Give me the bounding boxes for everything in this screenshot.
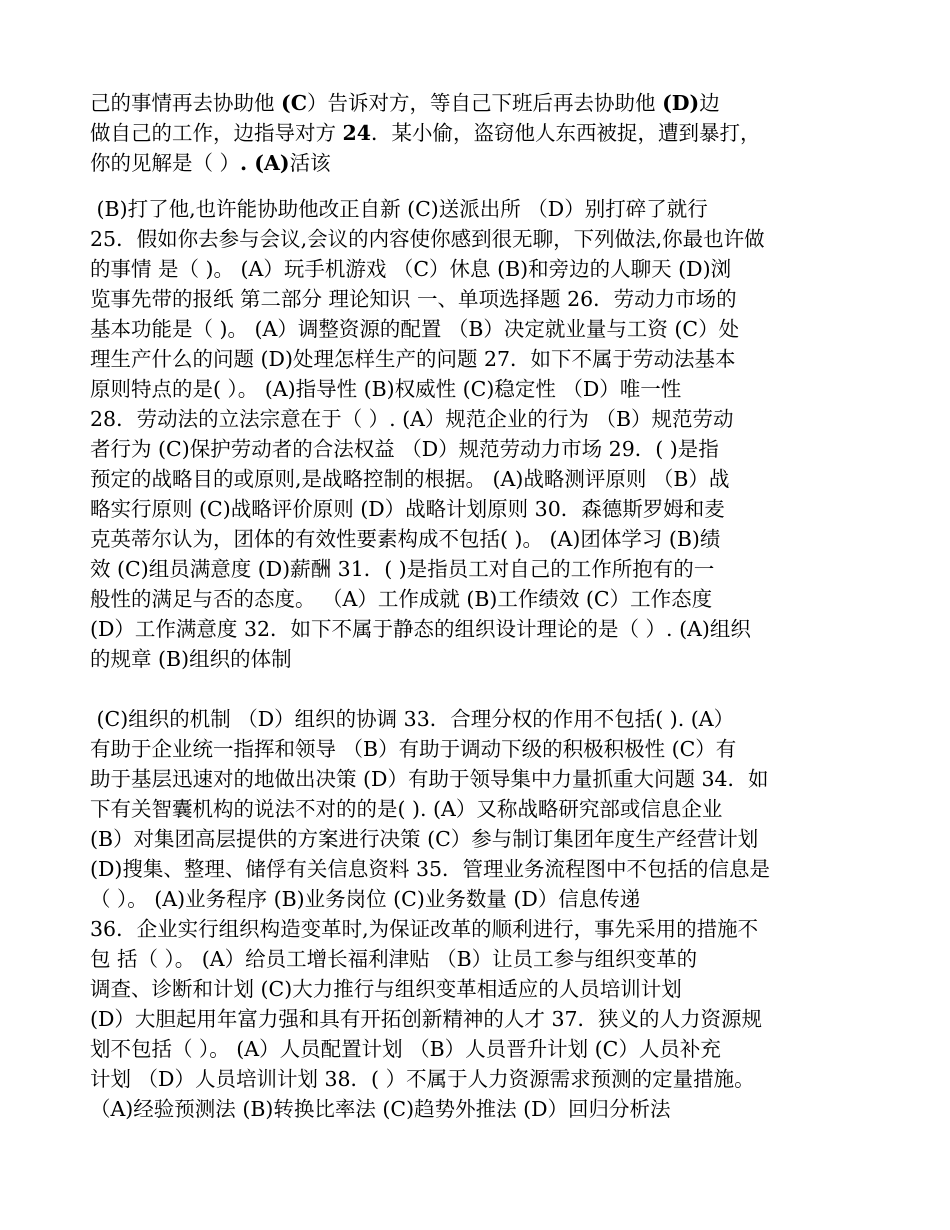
text-line <box>90 224 870 254</box>
text-segment: 你的见解是（ ） <box>90 151 241 175</box>
bold-text-segment: (D) <box>662 91 700 115</box>
text-line <box>90 284 870 314</box>
text-line <box>90 794 870 824</box>
text-segment: (D）大胆起用年富力强和具有开拓创新精神的人才 37．狭义的人力资源规 <box>90 1007 763 1031</box>
text-line <box>90 404 870 434</box>
text-segment: 者行为 (C)保护劳动者的合法权益 （D）规范劳动力市场 29．( )是指 <box>90 437 719 461</box>
text-line <box>90 464 870 494</box>
text-line <box>90 314 870 344</box>
text-segment: 划不包括（ ）。 (A）人员配置计划 （B）人员晋升计划 (C）人员补充 <box>90 1037 721 1061</box>
text-line <box>90 734 870 764</box>
text-line <box>90 974 870 1004</box>
text-segment: 下有关智囊机构的说法不对的的是( ). (A）又称战略研究部或信息企业 <box>90 797 723 821</box>
text-segment: （ ）。 (A)业务程序 (B)业务岗位 (C)业务数量 (D）信息传递 <box>90 887 641 911</box>
text-segment: 有助于企业统一指挥和领导 （B）有助于调动下级的积极积极性 (C）有 <box>90 737 737 761</box>
text-segment: 克英蒂尔认为，团体的有效性要素构成不包括( )。 (A)团体学习 (B)绩 <box>90 527 721 551</box>
text-line <box>90 254 870 284</box>
text-segment: 原则特点的是( ）。 (A)指导性 (B)权威性 (C)稳定性 （D）唯一性 <box>90 377 682 401</box>
bold-text-segment: . (A) <box>240 151 290 175</box>
text-line <box>90 148 870 178</box>
text-segment: 调查、诊断和计划 (C)大力推行与组织变革相适应的人员培训计划 <box>90 977 682 1001</box>
text-line <box>90 884 870 914</box>
text-segment: ．某小偷，盗窃他人东西被捉，遭到暴打， <box>371 121 761 145</box>
text-segment: 预定的战略目的或原则,是战略控制的根据。 (A)战略测评原则 （B）战 <box>90 467 730 491</box>
text-segment: (B)打了他,也许能协助他改正自新 (C)送派出所 （D）别打碎了就行 <box>90 197 708 221</box>
text-line <box>90 1064 870 1094</box>
text-segment: 25．假如你去参与会议,会议的内容使你感到很无聊，下列做法,你最也许做 <box>90 227 765 251</box>
text-segment: ）告诉对方，等自己下班后再去协助他 <box>307 91 663 115</box>
text-line <box>90 644 870 674</box>
text-line <box>90 704 870 734</box>
text-segment: 的事情 是（ )。 (A）玩手机游戏 （C）休息 (B)和旁边的人聊天 (D)浏 <box>90 257 732 281</box>
text-segment: 般性的满足与否的态度。 （A）工作成就 (B)工作绩效 (C）工作态度 <box>90 587 713 611</box>
text-line <box>90 914 870 944</box>
text-line <box>90 374 870 404</box>
text-line <box>90 854 870 884</box>
text-line <box>90 554 870 584</box>
text-line <box>90 494 870 524</box>
text-segment: 36．企业实行组织构造变革时,为保证改革的顺利进行，事先采用的措施不 <box>90 917 759 941</box>
text-segment: （A)经验预测法 (B)转换比率法 (C)趋势外推法 (D）回归分析法 <box>90 1097 671 1121</box>
text-line <box>90 764 870 794</box>
text-segment: 做自己的工作，边指导对方 <box>90 121 343 145</box>
text-line <box>90 524 870 554</box>
bold-text-segment: (C <box>281 91 308 115</box>
text-segment: (C)组织的机制 （D）组织的协调 33．合理分权的作用不包括( ). (A） <box>90 707 735 731</box>
text-segment: 览事先带的报纸 第二部分 理论知识 一、单项选择题 26．劳动力市场的 <box>90 287 737 311</box>
text-line <box>90 434 870 464</box>
text-line <box>90 944 870 974</box>
text-segment: 计划 （D）人员培训计划 38．( ）不属于人力资源需求预测的定量措施。 <box>90 1067 755 1091</box>
text-segment: (D)搜集、整理、储俘有关信息资料 35．管理业务流程图中不包括的信息是 <box>90 857 771 881</box>
text-line <box>90 1004 870 1034</box>
text-line <box>90 1034 870 1064</box>
text-segment: 的规章 (B)组织的体制 <box>90 647 292 671</box>
bold-text-segment: 24 <box>342 121 372 145</box>
text-line <box>90 584 870 614</box>
text-segment: 28．劳动法的立法宗意在于（ ）. (A）规范企业的行为 （B）规范劳动 <box>90 407 734 431</box>
text-segment: 己的事情再去协助他 <box>90 91 282 115</box>
text-segment: (B）对集团高层提供的方案进行决策 (C）参与制订集团年度生产经营计划 <box>90 827 759 851</box>
text-line <box>90 194 870 224</box>
text-segment: (D）工作满意度 32．如下不属于静态的组织设计理论的是（ ）. (A)组织 <box>90 617 751 641</box>
text-line <box>90 344 870 374</box>
text-line <box>90 1094 870 1124</box>
text-line <box>90 614 870 644</box>
text-line <box>90 88 870 118</box>
text-segment: 边 <box>699 91 720 115</box>
text-segment: 包 括（ ）。 (A）给员工增长福利津贴 （B）让员工参与组织变革的 <box>90 947 698 971</box>
text-segment: 基本功能是（ )。 (A）调整资源的配置 （B）决定就业量与工资 (C）处 <box>90 317 740 341</box>
text-segment: 助于基层迅速对的地做出决策 (D）有助于领导集中力量抓重大问题 34．如 <box>90 767 769 791</box>
text-line <box>90 118 870 148</box>
text-line <box>90 824 870 854</box>
text-segment: 理生产什么的问题 (D)处理怎样生产的问题 27．如下不属于劳动法基本 <box>90 347 736 371</box>
text-segment: 略实行原则 (C)战略评价原则 (D）战略计划原则 30．森德斯罗姆和麦 <box>90 497 725 521</box>
text-segment: 效 (C)组员满意度 (D)薪酬 31．( )是指员工对自己的工作所抱有的一 <box>90 557 715 581</box>
text-segment: 活该 <box>289 151 331 175</box>
